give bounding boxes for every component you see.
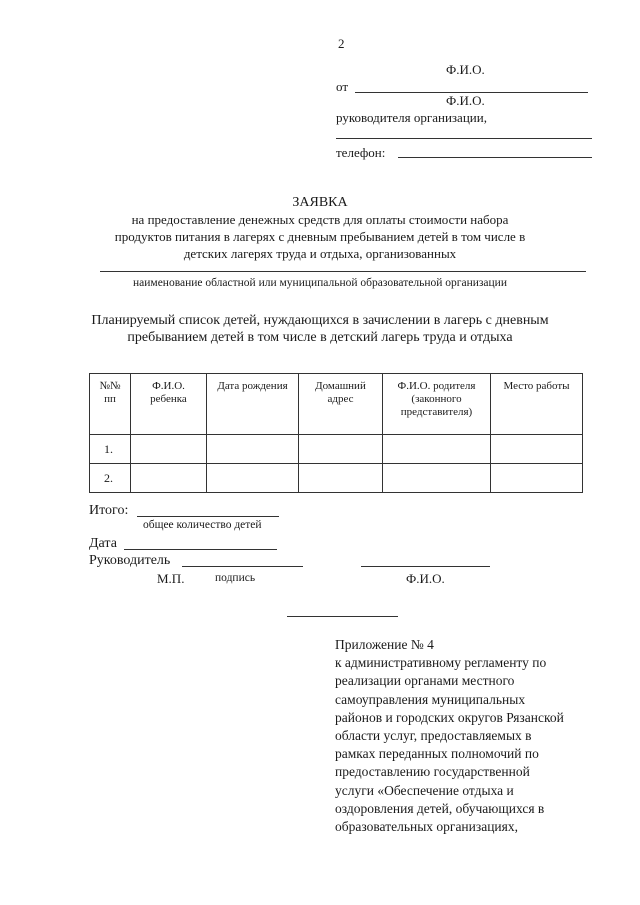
col-header-birth-date: Дата рождения [207,374,299,435]
org-line [336,138,592,139]
appendix-line: районов и городских округов Рязанской [335,709,564,725]
total-line [137,516,279,517]
head-label: Руководитель [89,553,171,568]
appendix-title: Приложение № 4 [335,637,434,652]
col-header-address: Домашний адрес [299,374,383,435]
appendix-line: самоуправления муниципальных [335,691,526,707]
appendix-line: услуги «Обеспечение отдыха и [335,782,514,798]
appendix-line: предоставлению государственной [335,764,530,780]
appendix-block [335,636,605,836]
appendix-line: к административному регламенту по [335,655,547,671]
signature-line [182,566,303,567]
phone-label: телефон: [336,145,386,160]
list-title-line-2: пребыванием детей в том числе в детский лагерь труда и отдыха [127,330,513,345]
date-line [124,549,277,550]
fio-below-caption: Ф.И.О. [446,93,485,108]
title-line-2: продуктов питания в лагерях с дневным пребыванием детей в том числе в [114,229,526,244]
doc-heading: ЗАЯВКА [292,195,348,210]
table-row [90,435,583,464]
date-label: Дата [89,536,117,551]
col-header-number: №№ пп [90,374,131,435]
appendix-line: реализации органами местного [335,673,515,689]
org-name-line [100,271,586,272]
col-header-workplace: Место работы [491,374,583,435]
table-cell [299,435,383,464]
phone-line [398,157,592,158]
row-number: 1. [90,435,131,464]
table-cell [491,435,583,464]
table-cell [207,435,299,464]
total-label: Итого: [89,503,129,518]
separator-line [287,616,398,617]
table-cell [383,435,491,464]
head-of-org-label: руководителя организации, [336,110,487,125]
total-caption: общее количество детей [143,519,262,531]
table-row [90,464,583,493]
table-cell [299,464,383,493]
appendix-line: области услуг, предоставляемых в [335,728,532,744]
col-header-parent-name: Ф.И.О. родителя (законного представителя) [383,374,491,435]
page-number: 2 [338,36,345,51]
fio-caption: Ф.И.О. [406,571,445,586]
table-cell [491,464,583,493]
title-line-1: на предоставление денежных средств для оплаты стоимости набора [131,212,509,227]
table-header-row [90,374,583,435]
signature-caption: подпись [215,572,256,584]
appendix-line: образовательных организациях, [335,819,518,835]
table-cell [207,464,299,493]
stamp-label: М.П. [157,571,185,586]
table-cell [131,464,207,493]
children-table [89,373,583,493]
list-title-line-1: Планируемый список детей, нуждающихся в зачислении в лагерь с дневным [91,313,549,328]
table-cell [383,464,491,493]
table-cell [131,435,207,464]
appendix-line: оздоровления детей, обучающихся в [335,800,545,816]
org-name-caption: наименование областной или муниципальной образовательной организации [133,277,507,289]
from-label: от [336,79,349,94]
title-line-3: детских лагерях труда и отдыха, организованных [183,246,457,261]
fio-line [361,566,490,567]
row-number: 2. [90,464,131,493]
col-header-child-name: Ф.И.О. ребенка [131,374,207,435]
appendix-line: рамках переданных полномочий по [335,746,539,762]
fio-top-caption: Ф.И.О. [446,62,485,77]
